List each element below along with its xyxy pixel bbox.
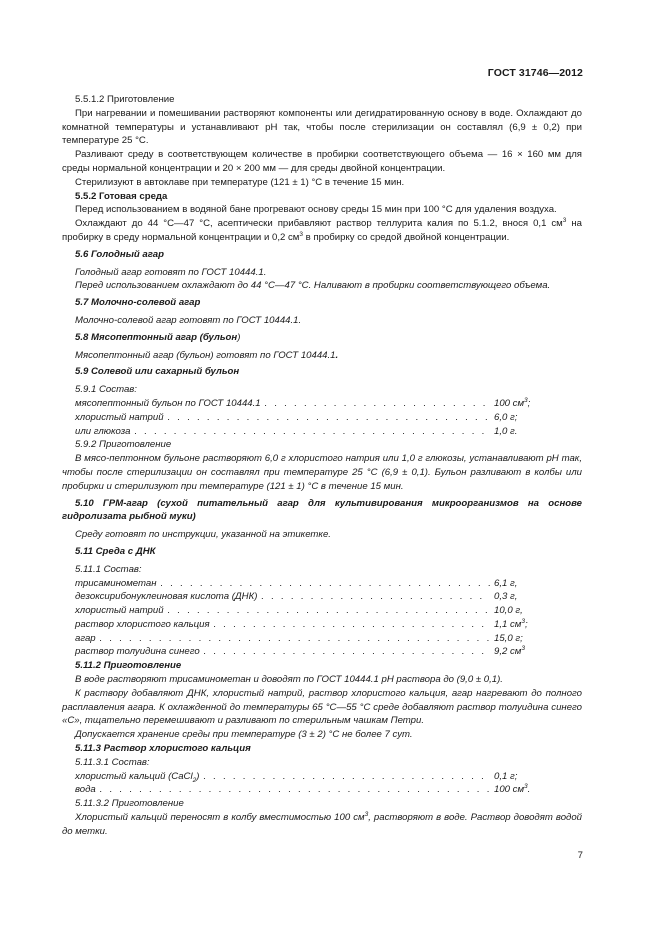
composition-row: дезоксирибонуклеиновая кислота (ДНК) . . . 0,3 г,	[62, 590, 582, 604]
paragraph: При нагревании и помешивании растворяют компоненты или дегидратированную основу в воде. Охлаждают до комнатной температуры и устанавливают рН так, чтобы после стерилизации он составлял (6,9 ± 0,2) при температуре 25 °С.	[62, 107, 582, 147]
paragraph: Охлаждают до 44 °С—47 °С, асептически прибавляют раствор теллурита калия по 5.1.2, внося 0,1 $см^3$ на пробирку в среду нормальной концентрации и 0,2 $см^3$ в пробирку со средой двойной концентрации.	[62, 216, 582, 243]
subsection-5-9-1-title: 5.9.1 Состав:	[75, 384, 137, 396]
section-5-8-title: 5.8 Мясопептонный агар (бульон)	[75, 331, 241, 343]
paragraph: Стерилизуют в автоклаве при температуре (121 ± 1) °С в течение 15 мин.	[75, 176, 405, 188]
composition-list-5-9	[62, 397, 582, 438]
paragraph: Допускается хранение среды при температуре (3 ± 2) °С не более 7 сут.	[75, 729, 413, 741]
paragraph: Среду готовят по инструкции, указанной на этикетке.	[75, 529, 331, 541]
composition-list-5-11	[62, 577, 582, 660]
paragraph: Молочно-солевой агар готовят по ГОСТ 10444.1.	[75, 314, 302, 326]
section-5-6-title: 5.6 Голодный агар	[75, 248, 164, 260]
paragraph: Мясопептонный агар (бульон) готовят по ГОСТ 10444.1.	[75, 349, 339, 361]
section-5-5-2-title: 5.5.2 Готовая среда	[75, 190, 168, 202]
paragraph: Голодный агар готовят по ГОСТ 10444.1.	[75, 266, 267, 278]
subsection-5-9-2-title: 5.9.2 Приготовление	[75, 439, 172, 451]
composition-row: агар . . . 15,0 г;	[62, 632, 582, 646]
section-5-7-title: 5.7 Молочно-солевой агар	[75, 297, 201, 309]
paragraph: К раствору добавляют ДНК, хлористый натрий, раствор хлористого кальция, агар нагревают до полного расплавления агара. К охлажденной до температуры 65 °С—55 °С среде добавляют раствор толуидина синего «С», тщательно перемешивают и разливают по стерильным чашкам Петри.	[62, 687, 582, 727]
section-5-9-title: 5.9 Солевой или сахарный бульон	[75, 366, 240, 378]
paragraph: Перед использованием в водяной бане прогревают основу среды 15 мин при 100 °С для удаления воздуха.	[75, 204, 557, 216]
paragraph: В мясо-пептонном бульоне растворяют 6,0 г хлористого натрия или 1,0 г глюкозы, устанавливают рН так, чтобы после стерилизации он составлял при температуре 25 °С (6,9 ± 0,1). Бульон разливают в колбы или пробирки и стерилизуют при температуре (121 ± 1) °С в течение 15 мин.	[62, 453, 582, 492]
page-number: 7	[577, 850, 583, 861]
section-5-10-title: 5.10 ГРМ-агар (сухой питательный агар для культивирования микроорганизмов на основе гидролизата рыбной муки)	[62, 497, 582, 523]
paragraph: В воде растворяют трисаминометан и доводят по ГОСТ 10444.1 рН раствора до (9,0 ± 0,1).	[75, 674, 503, 686]
composition-row: раствор толуидина синего . . . 9,2 $см^3$	[62, 645, 582, 659]
composition-row: вода . . . 100 $см^3$.	[62, 783, 582, 797]
composition-row: или глюкоза . . . 1,0 г.	[62, 425, 582, 439]
composition-row: хлористый натрий . . . 6,0 г;	[62, 411, 582, 425]
paragraph: Перед использованием охлаждают до 44 °С—47 °С. Наливают в пробирки соответствующего объема.	[75, 280, 551, 292]
document-header: ГОСТ 31746—2012	[487, 67, 583, 79]
composition-row: трисаминометан . . . 6,1 г,	[62, 577, 582, 591]
paragraph: Хлористый кальций переносят в колбу вместимостью 100 $см^3$, растворяют в воде. Раствор доводят водой до метки.	[62, 810, 583, 837]
composition-list-5-11-3	[62, 770, 582, 798]
composition-row: мясопептонный бульон по ГОСТ 10444.1 . . . 100 $см^3$;	[62, 397, 582, 411]
composition-row: хлористый натрий . . . 10,0 г,	[62, 604, 582, 618]
paragraph: Разливают среду в соответствующем количестве в пробирки соответствующего объема — 16 × 160 мм для среды нормальной концентрации и 20 × 200 мм — для среды двойной концентрации.	[62, 149, 582, 174]
composition-row: хлористый кальций (CaCl$_2$) . . . 0,1 г;	[62, 770, 582, 784]
subsection-5-11-3-1-title: 5.11.3.1 Состав:	[75, 756, 150, 768]
document-body	[62, 93, 582, 839]
section-5-11-title: 5.11 Среда с ДНК	[75, 545, 156, 557]
subsection-5-11-1-title: 5.11.1 Состав:	[75, 563, 142, 575]
composition-row: раствор хлористого кальция . . . 1,1 $см^3$;	[62, 618, 582, 632]
subsection-5-11-2-title: 5.11.2 Приготовление	[75, 660, 182, 672]
subsection-5-5-1-2-title: 5.5.1.2 Приготовление	[75, 94, 175, 105]
subsection-5-11-3-2-title: 5.11.3.2 Приготовление	[75, 798, 184, 810]
subsection-5-11-3-title: 5.11.3 Раствор хлористого кальция	[75, 743, 251, 755]
